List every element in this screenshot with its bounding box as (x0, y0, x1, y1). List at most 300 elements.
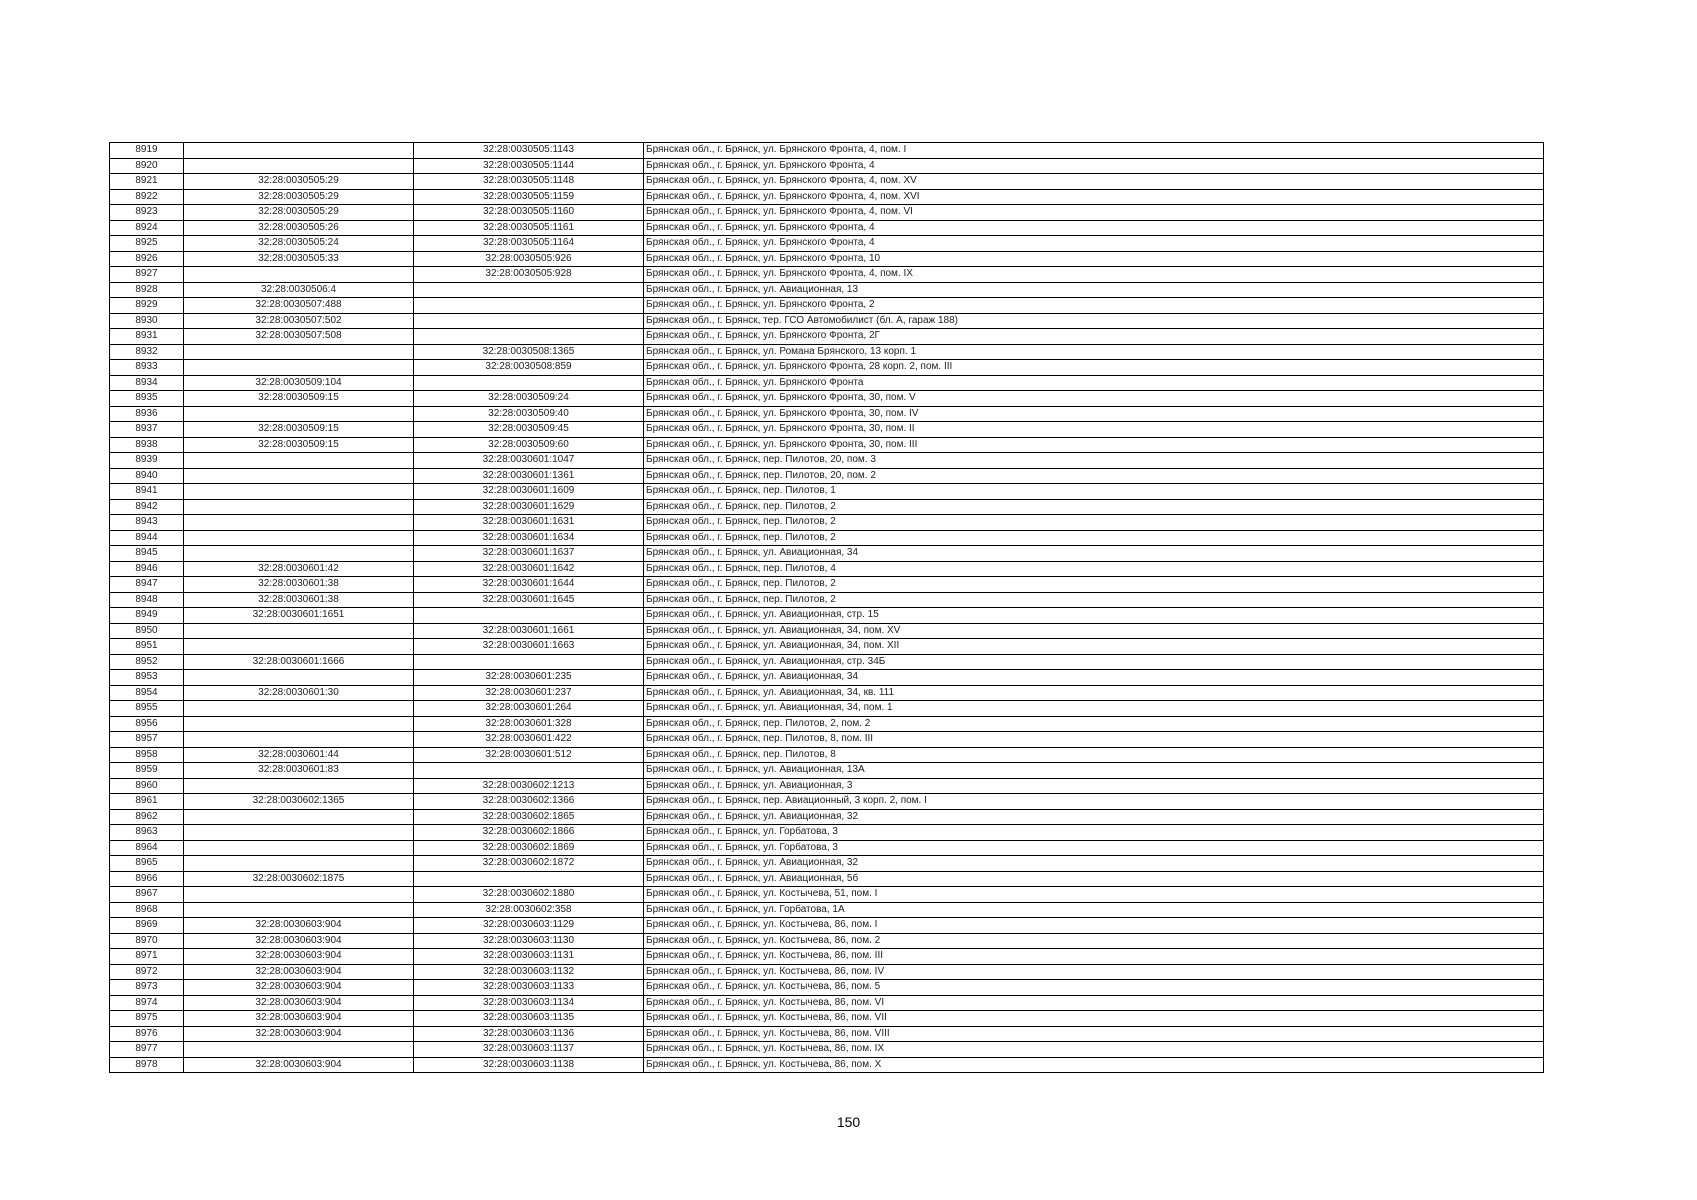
address-cell: Брянская обл., г. Брянск, ул. Костычева, 51, пом. I (644, 887, 1544, 903)
table-row (110, 158, 1544, 174)
parent-cadastral-number-cell: 32:28:0030601:30 (184, 685, 414, 701)
address-cell: Брянская обл., г. Брянск, ул. Брянского Фронта, 30, пом. V (644, 391, 1544, 407)
cadastral-number-cell: 32:28:0030601:1637 (414, 546, 644, 562)
parent-cadastral-number-cell (184, 484, 414, 500)
cadastral-number-cell: 32:28:0030505:1144 (414, 158, 644, 174)
row-number-cell: 8952 (110, 654, 184, 670)
address-cell: Брянская обл., г. Брянск, ул. Брянского Фронта, 30, пом. IV (644, 406, 1544, 422)
row-number-cell: 8976 (110, 1026, 184, 1042)
address-cell: Брянская обл., г. Брянск, ул. Авиационная, 34, пом. XII (644, 639, 1544, 655)
cadastral-number-cell: 32:28:0030505:1160 (414, 205, 644, 221)
table-row (110, 1042, 1544, 1058)
parent-cadastral-number-cell (184, 778, 414, 794)
address-cell: Брянская обл., г. Брянск, пер. Пилотов, 8, пом. III (644, 732, 1544, 748)
cadastral-number-cell: 32:28:0030601:1661 (414, 623, 644, 639)
cadastral-number-cell (414, 608, 644, 624)
row-number-cell: 8923 (110, 205, 184, 221)
table-row (110, 205, 1544, 221)
parent-cadastral-number-cell (184, 856, 414, 872)
row-number-cell: 8961 (110, 794, 184, 810)
cadastral-number-cell: 32:28:0030601:422 (414, 732, 644, 748)
parent-cadastral-number-cell (184, 546, 414, 562)
cadastral-number-cell: 32:28:0030602:1213 (414, 778, 644, 794)
cadastral-number-cell: 32:28:0030603:1130 (414, 933, 644, 949)
row-number-cell: 8964 (110, 840, 184, 856)
table-row (110, 871, 1544, 887)
parent-cadastral-number-cell (184, 1042, 414, 1058)
table-row (110, 964, 1544, 980)
cadastral-number-cell: 32:28:0030508:1365 (414, 344, 644, 360)
parent-cadastral-number-cell (184, 902, 414, 918)
table-row (110, 794, 1544, 810)
address-cell: Брянская обл., г. Брянск, ул. Костычева, 86, пом. IX (644, 1042, 1544, 1058)
table-row (110, 422, 1544, 438)
parent-cadastral-number-cell: 32:28:0030603:904 (184, 1026, 414, 1042)
parent-cadastral-number-cell (184, 515, 414, 531)
address-cell: Брянская обл., г. Брянск, ул. Брянского Фронта, 4 (644, 158, 1544, 174)
cadastral-number-cell: 32:28:0030602:1880 (414, 887, 644, 903)
address-cell: Брянская обл., г. Брянск, пер. Пилотов, 2 (644, 530, 1544, 546)
row-number-cell: 8963 (110, 825, 184, 841)
parent-cadastral-number-cell: 32:28:0030602:1875 (184, 871, 414, 887)
address-cell: Брянская обл., г. Брянск, пер. Пилотов, 2 (644, 515, 1544, 531)
table-row (110, 887, 1544, 903)
cadastral-number-cell: 32:28:0030509:40 (414, 406, 644, 422)
parent-cadastral-number-cell: 32:28:0030506:4 (184, 282, 414, 298)
row-number-cell: 8978 (110, 1057, 184, 1073)
parent-cadastral-number-cell: 32:28:0030509:15 (184, 437, 414, 453)
row-number-cell: 8965 (110, 856, 184, 872)
address-cell: Брянская обл., г. Брянск, пер. Пилотов, 1 (644, 484, 1544, 500)
address-cell: Брянская обл., г. Брянск, ул. Авиационная, 32 (644, 856, 1544, 872)
row-number-cell: 8948 (110, 592, 184, 608)
table-row (110, 809, 1544, 825)
table-row (110, 530, 1544, 546)
table-row (110, 561, 1544, 577)
parent-cadastral-number-cell: 32:28:0030603:904 (184, 980, 414, 996)
parent-cadastral-number-cell: 32:28:0030505:33 (184, 251, 414, 267)
table-row (110, 251, 1544, 267)
row-number-cell: 8920 (110, 158, 184, 174)
address-cell: Брянская обл., г. Брянск, ул. Брянского Фронта (644, 375, 1544, 391)
table-row (110, 189, 1544, 205)
table-row (110, 778, 1544, 794)
parent-cadastral-number-cell (184, 639, 414, 655)
address-cell: Брянская обл., г. Брянск, ул. Брянского Фронта, 4 (644, 236, 1544, 252)
row-number-cell: 8950 (110, 623, 184, 639)
table-row (110, 980, 1544, 996)
address-cell: Брянская обл., г. Брянск, пер. Пилотов, 2 (644, 577, 1544, 593)
address-cell: Брянская обл., г. Брянск, ул. Горбатова, 3 (644, 840, 1544, 856)
cadastral-number-cell: 32:28:0030601:235 (414, 670, 644, 686)
address-cell: Брянская обл., г. Брянск, ул. Костычева, 86, пом. 5 (644, 980, 1544, 996)
parent-cadastral-number-cell: 32:28:0030507:508 (184, 329, 414, 345)
cadastral-number-cell: 32:28:0030505:1148 (414, 174, 644, 190)
table-row (110, 1026, 1544, 1042)
table-row (110, 406, 1544, 422)
row-number-cell: 8937 (110, 422, 184, 438)
address-cell: Брянская обл., г. Брянск, ул. Брянского Фронта, 4, пом. XV (644, 174, 1544, 190)
row-number-cell: 8959 (110, 763, 184, 779)
table-row (110, 453, 1544, 469)
table-row (110, 267, 1544, 283)
cadastral-number-cell: 32:28:0030601:1631 (414, 515, 644, 531)
row-number-cell: 8938 (110, 437, 184, 453)
row-number-cell: 8947 (110, 577, 184, 593)
cadastral-number-cell: 32:28:0030602:1865 (414, 809, 644, 825)
parent-cadastral-number-cell: 32:28:0030505:24 (184, 236, 414, 252)
cadastral-number-cell: 32:28:0030603:1137 (414, 1042, 644, 1058)
table-row (110, 515, 1544, 531)
table-row (110, 499, 1544, 515)
address-cell: Брянская обл., г. Брянск, ул. Брянского Фронта, 30, пом. III (644, 437, 1544, 453)
parent-cadastral-number-cell (184, 406, 414, 422)
cadastral-number-cell: 32:28:0030602:358 (414, 902, 644, 918)
parent-cadastral-number-cell: 32:28:0030603:904 (184, 995, 414, 1011)
cadastral-number-cell: 32:28:0030505:926 (414, 251, 644, 267)
parent-cadastral-number-cell: 32:28:0030505:29 (184, 174, 414, 190)
parent-cadastral-number-cell: 32:28:0030505:29 (184, 205, 414, 221)
row-number-cell: 8962 (110, 809, 184, 825)
address-cell: Брянская обл., г. Брянск, ул. Авиационная, 34, пом. 1 (644, 701, 1544, 717)
table-row (110, 623, 1544, 639)
cadastral-number-cell: 32:28:0030602:1866 (414, 825, 644, 841)
row-number-cell: 8956 (110, 716, 184, 732)
address-cell: Брянская обл., г. Брянск, ул. Костычева, 86, пом. 2 (644, 933, 1544, 949)
parent-cadastral-number-cell (184, 143, 414, 159)
address-cell: Брянская обл., г. Брянск, ул. Костычева, 86, пом. VI (644, 995, 1544, 1011)
address-cell: Брянская обл., г. Брянск, ул. Брянского Фронта, 28 корп. 2, пом. III (644, 360, 1544, 376)
cadastral-number-cell: 32:28:0030601:328 (414, 716, 644, 732)
parent-cadastral-number-cell (184, 825, 414, 841)
table-row (110, 763, 1544, 779)
address-cell: Брянская обл., г. Брянск, ул. Костычева, 86, пом. VIII (644, 1026, 1544, 1042)
table-row (110, 1011, 1544, 1027)
row-number-cell: 8919 (110, 143, 184, 159)
cadastral-number-cell (414, 763, 644, 779)
parent-cadastral-number-cell: 32:28:0030507:488 (184, 298, 414, 314)
address-cell: Брянская обл., г. Брянск, ул. Авиационная, 34 (644, 546, 1544, 562)
cadastral-number-cell: 32:28:0030601:1634 (414, 530, 644, 546)
cadastral-number-cell: 32:28:0030601:1361 (414, 468, 644, 484)
parent-cadastral-number-cell (184, 670, 414, 686)
table-row (110, 654, 1544, 670)
table-row (110, 902, 1544, 918)
table-row (110, 375, 1544, 391)
row-number-cell: 8940 (110, 468, 184, 484)
row-number-cell: 8936 (110, 406, 184, 422)
parent-cadastral-number-cell (184, 344, 414, 360)
address-cell: Брянская обл., г. Брянск, ул. Брянского Фронта, 4 (644, 220, 1544, 236)
address-cell: Брянская обл., г. Брянск, ул. Авиационная, 13 (644, 282, 1544, 298)
row-number-cell: 8970 (110, 933, 184, 949)
address-cell: Брянская обл., г. Брянск, ул. Костычева, 86, пом. IV (644, 964, 1544, 980)
row-number-cell: 8930 (110, 313, 184, 329)
table-row (110, 732, 1544, 748)
cadastral-number-cell: 32:28:0030602:1366 (414, 794, 644, 810)
table-row (110, 391, 1544, 407)
address-cell: Брянская обл., г. Брянск, ул. Авиационная, 32 (644, 809, 1544, 825)
cadastral-number-cell: 32:28:0030505:1161 (414, 220, 644, 236)
cadastral-number-cell: 32:28:0030505:928 (414, 267, 644, 283)
parent-cadastral-number-cell: 32:28:0030603:904 (184, 1057, 414, 1073)
cadastral-number-cell: 32:28:0030603:1133 (414, 980, 644, 996)
row-number-cell: 8946 (110, 561, 184, 577)
parent-cadastral-number-cell (184, 701, 414, 717)
row-number-cell: 8971 (110, 949, 184, 965)
table-row (110, 360, 1544, 376)
parent-cadastral-number-cell: 32:28:0030603:904 (184, 949, 414, 965)
address-cell: Брянская обл., г. Брянск, ул. Брянского Фронта, 2Г (644, 329, 1544, 345)
address-cell: Брянская обл., г. Брянск, ул. Брянского Фронта, 30, пом. II (644, 422, 1544, 438)
row-number-cell: 8955 (110, 701, 184, 717)
parent-cadastral-number-cell: 32:28:0030509:15 (184, 391, 414, 407)
parent-cadastral-number-cell: 32:28:0030601:38 (184, 577, 414, 593)
parent-cadastral-number-cell: 32:28:0030603:904 (184, 918, 414, 934)
table-row (110, 592, 1544, 608)
parent-cadastral-number-cell: 32:28:0030601:42 (184, 561, 414, 577)
table-row (110, 995, 1544, 1011)
cadastral-registry-table (109, 142, 1544, 1073)
row-number-cell: 8935 (110, 391, 184, 407)
parent-cadastral-number-cell (184, 887, 414, 903)
cadastral-number-cell: 32:28:0030509:60 (414, 437, 644, 453)
row-number-cell: 8944 (110, 530, 184, 546)
cadastral-number-cell: 32:28:0030505:1143 (414, 143, 644, 159)
cadastral-number-cell: 32:28:0030603:1138 (414, 1057, 644, 1073)
table-row (110, 716, 1544, 732)
table-row (110, 236, 1544, 252)
table-row (110, 747, 1544, 763)
table-row (110, 298, 1544, 314)
registry-table-body (110, 143, 1544, 1073)
cadastral-number-cell: 32:28:0030505:1159 (414, 189, 644, 205)
table-row (110, 933, 1544, 949)
address-cell: Брянская обл., г. Брянск, ул. Брянского Фронта, 4, пом. VI (644, 205, 1544, 221)
address-cell: Брянская обл., г. Брянск, ул. Авиационная, стр. 15 (644, 608, 1544, 624)
row-number-cell: 8932 (110, 344, 184, 360)
row-number-cell: 8967 (110, 887, 184, 903)
row-number-cell: 8966 (110, 871, 184, 887)
page-number: 150 (836, 1114, 861, 1130)
cadastral-number-cell: 32:28:0030601:1644 (414, 577, 644, 593)
cadastral-number-cell: 32:28:0030602:1869 (414, 840, 644, 856)
table-row (110, 282, 1544, 298)
parent-cadastral-number-cell: 32:28:0030601:44 (184, 747, 414, 763)
parent-cadastral-number-cell: 32:28:0030602:1365 (184, 794, 414, 810)
row-number-cell: 8958 (110, 747, 184, 763)
cadastral-number-cell: 32:28:0030509:45 (414, 422, 644, 438)
table-row (110, 639, 1544, 655)
cadastral-number-cell: 32:28:0030603:1136 (414, 1026, 644, 1042)
cadastral-number-cell (414, 654, 644, 670)
address-cell: Брянская обл., г. Брянск, ул. Авиационная, 3 (644, 778, 1544, 794)
row-number-cell: 8951 (110, 639, 184, 655)
parent-cadastral-number-cell: 32:28:0030505:29 (184, 189, 414, 205)
address-cell: Брянская обл., г. Брянск, ул. Горбатова, 1А (644, 902, 1544, 918)
row-number-cell: 8939 (110, 453, 184, 469)
parent-cadastral-number-cell (184, 623, 414, 639)
parent-cadastral-number-cell: 32:28:0030601:1666 (184, 654, 414, 670)
address-cell: Брянская обл., г. Брянск, ул. Авиационная, 5б (644, 871, 1544, 887)
parent-cadastral-number-cell: 32:28:0030603:904 (184, 1011, 414, 1027)
address-cell: Брянская обл., г. Брянск, ул. Брянского Фронта, 4, пом. I (644, 143, 1544, 159)
table-row (110, 344, 1544, 360)
address-cell: Брянская обл., г. Брянск, ул. Костычева, 86, пом. VII (644, 1011, 1544, 1027)
cadastral-number-cell: 32:28:0030603:1134 (414, 995, 644, 1011)
parent-cadastral-number-cell (184, 453, 414, 469)
cadastral-number-cell: 32:28:0030603:1129 (414, 918, 644, 934)
address-cell: Брянская обл., г. Брянск, ул. Авиационная, стр. 34Б (644, 654, 1544, 670)
table-row (110, 577, 1544, 593)
cadastral-number-cell: 32:28:0030508:859 (414, 360, 644, 376)
cadastral-number-cell (414, 313, 644, 329)
row-number-cell: 8924 (110, 220, 184, 236)
row-number-cell: 8953 (110, 670, 184, 686)
parent-cadastral-number-cell (184, 499, 414, 515)
table-row (110, 546, 1544, 562)
cadastral-number-cell: 32:28:0030601:237 (414, 685, 644, 701)
address-cell: Брянская обл., г. Брянск, ул. Костычева, 86, пом. X (644, 1057, 1544, 1073)
row-number-cell: 8943 (110, 515, 184, 531)
cadastral-number-cell: 32:28:0030603:1132 (414, 964, 644, 980)
row-number-cell: 8960 (110, 778, 184, 794)
parent-cadastral-number-cell: 32:28:0030507:502 (184, 313, 414, 329)
cadastral-number-cell: 32:28:0030601:1609 (414, 484, 644, 500)
table-row (110, 1057, 1544, 1073)
row-number-cell: 8921 (110, 174, 184, 190)
row-number-cell: 8941 (110, 484, 184, 500)
cadastral-number-cell: 32:28:0030602:1872 (414, 856, 644, 872)
row-number-cell: 8933 (110, 360, 184, 376)
row-number-cell: 8974 (110, 995, 184, 1011)
table-row (110, 174, 1544, 190)
parent-cadastral-number-cell: 32:28:0030601:1651 (184, 608, 414, 624)
table-row (110, 608, 1544, 624)
table-row (110, 329, 1544, 345)
cadastral-number-cell: 32:28:0030603:1131 (414, 949, 644, 965)
parent-cadastral-number-cell (184, 158, 414, 174)
parent-cadastral-number-cell (184, 840, 414, 856)
cadastral-number-cell (414, 282, 644, 298)
row-number-cell: 8949 (110, 608, 184, 624)
address-cell: Брянская обл., г. Брянск, пер. Пилотов, 4 (644, 561, 1544, 577)
parent-cadastral-number-cell (184, 809, 414, 825)
address-cell: Брянская обл., г. Брянск, пер. Пилотов, 8 (644, 747, 1544, 763)
row-number-cell: 8931 (110, 329, 184, 345)
parent-cadastral-number-cell: 32:28:0030509:104 (184, 375, 414, 391)
table-row (110, 313, 1544, 329)
address-cell: Брянская обл., г. Брянск, тер. ГСО Автомобилист (бл. А, гараж 188) (644, 313, 1544, 329)
row-number-cell: 8934 (110, 375, 184, 391)
address-cell: Брянская обл., г. Брянск, пер. Пилотов, 2 (644, 592, 1544, 608)
table-row (110, 918, 1544, 934)
row-number-cell: 8957 (110, 732, 184, 748)
address-cell: Брянская обл., г. Брянск, пер. Пилотов, 20, пом. 3 (644, 453, 1544, 469)
cadastral-number-cell: 32:28:0030601:264 (414, 701, 644, 717)
table-row (110, 143, 1544, 159)
address-cell: Брянская обл., г. Брянск, ул. Брянского Фронта, 2 (644, 298, 1544, 314)
address-cell: Брянская обл., г. Брянск, ул. Авиационная, 34, пом. XV (644, 623, 1544, 639)
cadastral-number-cell: 32:28:0030601:1645 (414, 592, 644, 608)
address-cell: Брянская обл., г. Брянск, ул. Брянского Фронта, 10 (644, 251, 1544, 267)
cadastral-number-cell: 32:28:0030601:512 (414, 747, 644, 763)
parent-cadastral-number-cell: 32:28:0030505:26 (184, 220, 414, 236)
table-row (110, 670, 1544, 686)
parent-cadastral-number-cell: 32:28:0030603:904 (184, 964, 414, 980)
table-row (110, 701, 1544, 717)
table-row (110, 825, 1544, 841)
cadastral-number-cell: 32:28:0030601:1663 (414, 639, 644, 655)
row-number-cell: 8973 (110, 980, 184, 996)
address-cell: Брянская обл., г. Брянск, ул. Брянского Фронта, 4, пом. XVI (644, 189, 1544, 205)
address-cell: Брянская обл., г. Брянск, ул. Костычева, 86, пом. I (644, 918, 1544, 934)
row-number-cell: 8975 (110, 1011, 184, 1027)
cadastral-number-cell: 32:28:0030601:1642 (414, 561, 644, 577)
table-row (110, 949, 1544, 965)
address-cell: Брянская обл., г. Брянск, ул. Авиационная, 34 (644, 670, 1544, 686)
address-cell: Брянская обл., г. Брянск, пер. Пилотов, 2 (644, 499, 1544, 515)
address-cell: Брянская обл., г. Брянск, ул. Горбатова, 3 (644, 825, 1544, 841)
row-number-cell: 8969 (110, 918, 184, 934)
parent-cadastral-number-cell: 32:28:0030601:83 (184, 763, 414, 779)
row-number-cell: 8942 (110, 499, 184, 515)
row-number-cell: 8954 (110, 685, 184, 701)
row-number-cell: 8945 (110, 546, 184, 562)
address-cell: Брянская обл., г. Брянск, ул. Авиационная, 34, кв. 111 (644, 685, 1544, 701)
parent-cadastral-number-cell: 32:28:0030603:904 (184, 933, 414, 949)
cadastral-number-cell (414, 329, 644, 345)
cadastral-number-cell (414, 871, 644, 887)
row-number-cell: 8925 (110, 236, 184, 252)
address-cell: Брянская обл., г. Брянск, ул. Костычева, 86, пом. III (644, 949, 1544, 965)
parent-cadastral-number-cell (184, 267, 414, 283)
row-number-cell: 8977 (110, 1042, 184, 1058)
cadastral-number-cell: 32:28:0030509:24 (414, 391, 644, 407)
parent-cadastral-number-cell (184, 716, 414, 732)
address-cell: Брянская обл., г. Брянск, ул. Авиационная, 13А (644, 763, 1544, 779)
row-number-cell: 8929 (110, 298, 184, 314)
cadastral-number-cell: 32:28:0030601:1629 (414, 499, 644, 515)
row-number-cell: 8968 (110, 902, 184, 918)
row-number-cell: 8928 (110, 282, 184, 298)
parent-cadastral-number-cell (184, 360, 414, 376)
cadastral-number-cell (414, 298, 644, 314)
cadastral-number-cell (414, 375, 644, 391)
table-row (110, 220, 1544, 236)
parent-cadastral-number-cell (184, 530, 414, 546)
table-row (110, 437, 1544, 453)
address-cell: Брянская обл., г. Брянск, пер. Пилотов, 2, пом. 2 (644, 716, 1544, 732)
parent-cadastral-number-cell (184, 468, 414, 484)
table-row (110, 840, 1544, 856)
row-number-cell: 8922 (110, 189, 184, 205)
cadastral-number-cell: 32:28:0030603:1135 (414, 1011, 644, 1027)
address-cell: Брянская обл., г. Брянск, пер. Пилотов, 20, пом. 2 (644, 468, 1544, 484)
address-cell: Брянская обл., г. Брянск, пер. Авиационный, 3 корп. 2, пом. I (644, 794, 1544, 810)
table-row (110, 468, 1544, 484)
cadastral-number-cell: 32:28:0030505:1164 (414, 236, 644, 252)
table-row (110, 856, 1544, 872)
row-number-cell: 8927 (110, 267, 184, 283)
table-row (110, 685, 1544, 701)
address-cell: Брянская обл., г. Брянск, ул. Брянского Фронта, 4, пом. IX (644, 267, 1544, 283)
parent-cadastral-number-cell: 32:28:0030601:38 (184, 592, 414, 608)
parent-cadastral-number-cell: 32:28:0030509:15 (184, 422, 414, 438)
parent-cadastral-number-cell (184, 732, 414, 748)
address-cell: Брянская обл., г. Брянск, ул. Романа Брянского, 13 корп. 1 (644, 344, 1544, 360)
row-number-cell: 8972 (110, 964, 184, 980)
